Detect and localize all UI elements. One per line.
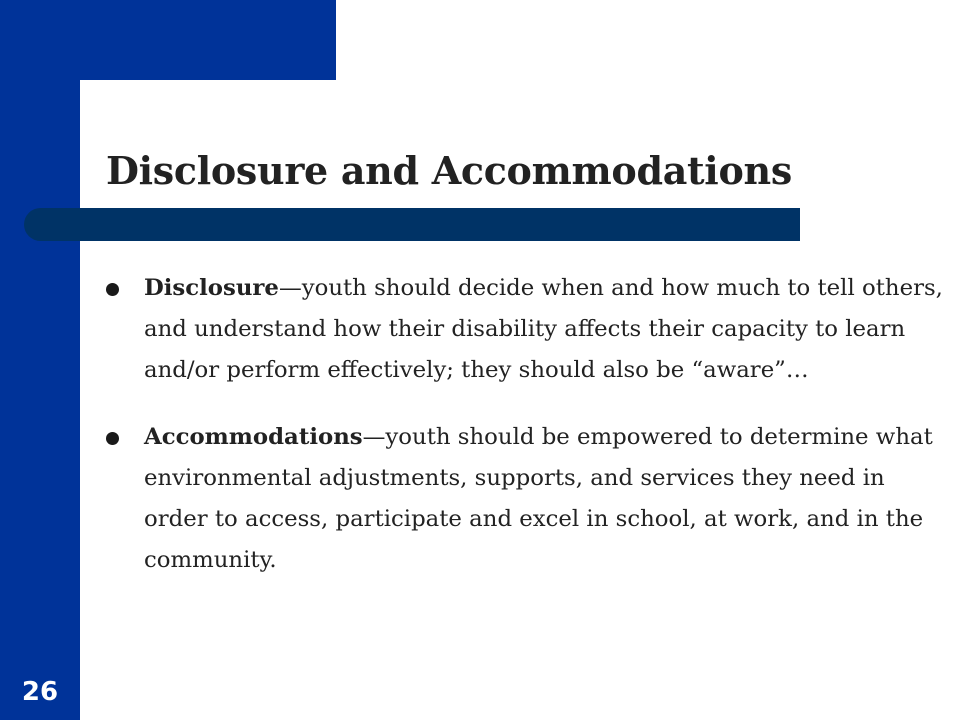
slide-number: 26 — [21, 677, 59, 707]
bullet-term: Accommodations — [144, 424, 363, 450]
bullet-text: —youth should decide when and how much to tell others, and understand how their disability affects their capacity to learn and/or perform effectively; they should also be “aware”… — [144, 275, 943, 383]
bullet-icon — [106, 283, 119, 296]
title-underline-bar — [24, 208, 800, 241]
slide-title: Disclosure and Accommodations — [106, 148, 792, 193]
bullet-term: Disclosure — [144, 275, 279, 301]
bullet-list — [104, 268, 944, 607]
left-frame-bar — [0, 0, 80, 720]
top-frame-bar — [0, 0, 336, 80]
bullet-text: —youth should be empowered to determine what environmental adjustments, supports, and services they need in order to access, participate and excel in school, at work, and in the community. — [144, 424, 933, 573]
bullet-icon — [106, 432, 119, 445]
list-item-accommodations — [104, 417, 944, 581]
list-item-disclosure — [104, 268, 944, 391]
